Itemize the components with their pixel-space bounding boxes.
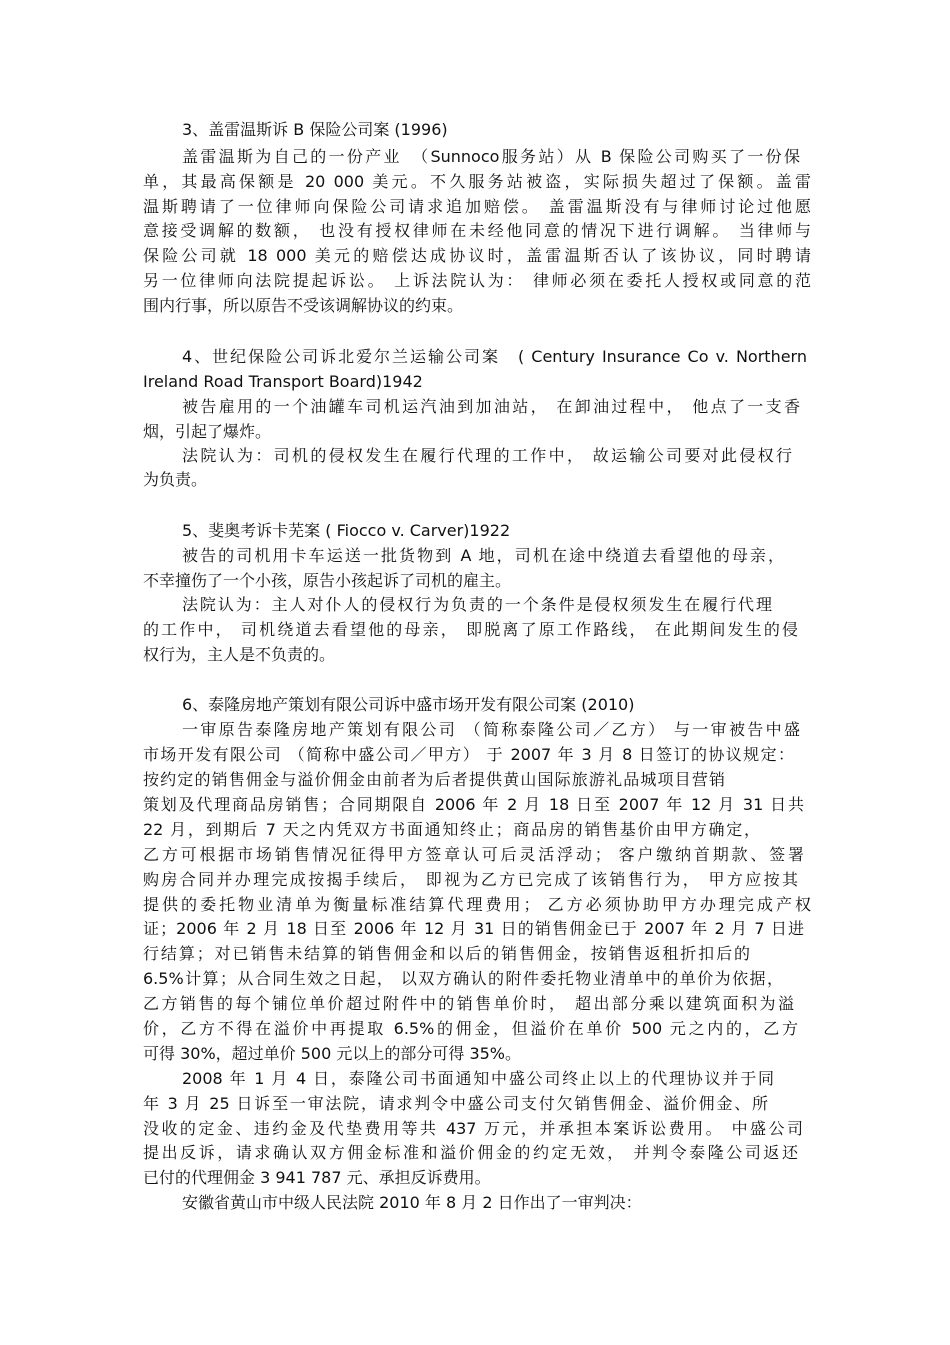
case-3-heading: 3、盖雷温斯诉 B 保险公司案 (1996) [182,120,448,139]
case-4-heading-cont: Ireland Road Transport Board)1942 [143,372,423,391]
case-3-paragraph-line: 意接受调解的数额， 也没有授权律师在未经他同意的情况下进行调解。 当律师与 [143,221,811,240]
case-3-paragraph-line: 围内行事，所以原告不受该调解协议的约束。 [143,296,464,315]
case-6-paragraph-line: 价，乙方不得在溢价中再提取 6.5%的佣金，但溢价在单价 500 元之内的，乙方 [143,1019,798,1038]
case-6-paragraph-line: 提供的委托物业清单为衡量标准结算代理费用； 乙方必须协助甲方办理完成产权 [143,895,811,914]
case-6-paragraph-line: 行结算；对已销售未结算的销售佣金和以后的销售佣金，按销售返租折扣后的 [143,944,750,963]
case-6-paragraph-line: 2008 年 1 月 4 日，泰隆公司书面通知中盛公司终止以上的代理协议并于同 [182,1069,774,1088]
case-4-heading: 4、世纪保险公司诉北爱尔兰运输公司案 ( Century Insurance Co v. Northern [182,347,807,366]
case-3-paragraph-line: 温斯聘请了一位律师向保险公司请求追加赔偿。 盖雷温斯没有与律师讨论过他愿 [143,197,811,216]
case-6-paragraph-line: 策划及代理商品房销售；合同期限自 2006 年 2 月 18 日至 2007 年 12 月 31 日共 [143,795,804,814]
case-6-paragraph-line: 市场开发有限公司 （简称中盛公司／甲方） 于 2007 年 3 月 8 日签订的协议规定： [143,745,794,764]
case-3-paragraph-line: 另一位律师向法院提起诉讼。 上诉法院认为： 律师必须在委托人授权或同意的范 [143,271,811,290]
case-6-paragraph-line: 购房合同并办理完成按揭手续后， 即视为乙方已完成了该销售行为， 甲方应按其 [143,870,798,889]
case-6-paragraph-line: 22 月，到期后 7 天之内凭双方书面通知终止；商品房的销售基价由甲方确定， [143,820,760,839]
case-3-paragraph-line: 保险公司就 18 000 美元的赔偿达成协议时，盖雷温斯否认了该协议，同时聘请 [143,246,811,265]
case-6-paragraph-line: 已付的代理佣金 3 941 787 元、承担反诉费用。 [143,1168,491,1187]
case-6-heading: 6、泰隆房地产策划有限公司诉中盛市场开发有限公司案 (2010) [182,695,635,714]
case-5-paragraph-line: 法院认为：主人对仆人的侵权行为负责的一个条件是侵权须发生在履行代理 [182,595,772,614]
case-6-paragraph-line: 一审原告泰隆房地产策划有限公司 （简称泰隆公司／乙方） 与一审被告中盛 [182,720,800,739]
case-5-paragraph-line: 不幸撞伤了一个小孩，原告小孩起诉了司机的雇主。 [143,571,512,590]
case-4-paragraph-line: 烟，引起了爆炸。 [143,422,272,441]
case-6-paragraph-line: 没收的定金、违约金及代垫费用等共 437 万元，并承担本案诉讼费用。 中盛公司 [143,1119,803,1138]
case-6-paragraph-line: 可得 30%，超过单价 500 元以上的部分可得 35%。 [143,1044,522,1063]
case-5-paragraph-line: 被告的司机用卡车运送一批货物到 A 地，司机在途中绕道去看望他的母亲， [182,546,784,565]
case-4-paragraph-line: 法院认为：司机的侵权发生在履行代理的工作中， 故运输公司要对此侵权行 [182,446,792,465]
case-3-paragraph-line: 盖雷温斯为自己的一份产业 （Sunnoco服务站）从 B 保险公司购买了一份保 [182,147,800,166]
case-4-paragraph-line: 被告雇用的一个油罐车司机运汽油到加油站， 在卸油过程中， 他点了一支香 [182,397,800,416]
case-4-paragraph-line: 为负责。 [143,470,208,489]
case-5-heading: 5、斐奥考诉卡芜案 ( Fiocco v. Carver)1922 [182,521,511,540]
case-6-paragraph-line: 乙方可根据市场销售情况征得甲方签章认可后灵活浮动； 客户缴纳首期款、签署 [143,845,804,864]
case-6-paragraph-line: 提出反诉，请求确认双方佣金标准和溢价佣金的约定无效， 并判令泰隆公司返还 [143,1143,798,1162]
case-6-paragraph-line: 证；2006 年 2 月 18 日至 2006 年 12 月 31 日的销售佣金已于 2007 年 2 月 7 日进 [143,919,804,938]
case-6-paragraph-line: 6.5%计算；从合同生效之日起， 以双方确认的附件委托物业清单中的单价为依据， [143,969,783,988]
case-6-paragraph-line: 按约定的销售佣金与溢价佣金由前者为后者提供黄山国际旅游礼品城项目营销 [143,770,725,789]
case-5-paragraph-line: 的工作中， 司机绕道去看望他的母亲， 即脱离了原工作路线， 在此期间发生的侵 [143,620,798,639]
case-3-paragraph-line: 单，其最高保额是 20 000 美元。不久服务站被盗，实际损失超过了保额。盖雷 [143,172,811,191]
case-6-paragraph-line: 安徽省黄山市中级人民法院 2010 年 8 月 2 日作出了一审判决： [182,1193,642,1212]
case-6-paragraph-line: 乙方销售的每个铺位单价超过附件中的销售单价时， 超出部分乘以建筑面积为溢 [143,994,794,1013]
case-5-paragraph-line: 权行为，主人是不负责的。 [143,645,336,664]
case-6-paragraph-line: 年 3 月 25 日诉至一审法院，请求判令中盛公司支付欠销售佣金、溢价佣金、所 [143,1094,768,1113]
